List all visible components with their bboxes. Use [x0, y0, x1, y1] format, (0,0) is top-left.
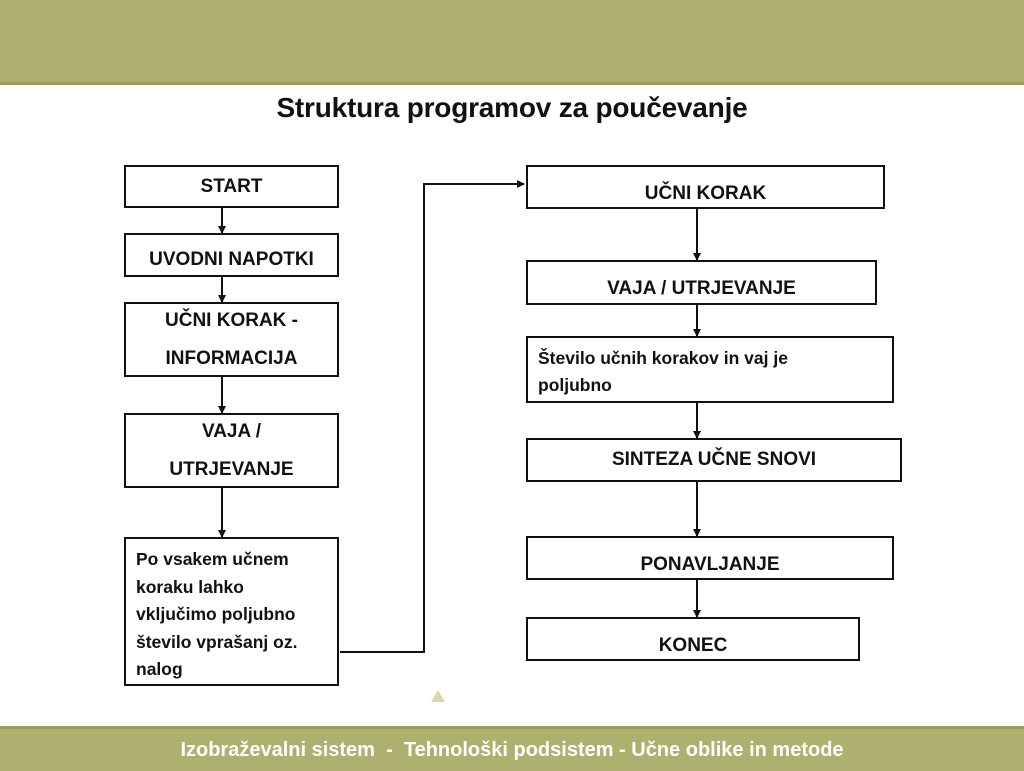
slide-title: Struktura programov za poučevanje [276, 92, 748, 123]
intro-box [124, 233, 339, 277]
intro-label: UVODNI NAPOTKI [149, 249, 314, 270]
end-label: KONEC [658, 635, 728, 656]
note-box [124, 537, 339, 686]
step-info-line-2: INFORMACIJA [165, 347, 298, 369]
footer-bar [0, 726, 1024, 771]
synthesis-box [526, 438, 902, 482]
step-info-line-1: UČNI KORAK - [165, 309, 298, 331]
note-line-2: koraku lahko [136, 576, 244, 597]
end-box [526, 617, 860, 661]
start-box [124, 165, 339, 208]
step-info-box [124, 302, 339, 377]
count-note-box [526, 336, 894, 403]
count-note-line-2: poljubno [538, 375, 612, 395]
note-line-4: število vprašanj oz. [136, 631, 298, 652]
right-step-box [526, 165, 885, 209]
decorative-mark [431, 690, 445, 702]
right-practice-box [526, 260, 877, 305]
review-label: PONAVLJANJE [640, 554, 780, 575]
note-line-3: vključimo poljubno [136, 604, 296, 624]
practice-line-1: VAJA / [201, 420, 262, 442]
synthesis-label: SINTEZA UČNE SNOVI [611, 449, 817, 470]
count-note-line-1: Število učnih korakov in vaj je [538, 348, 788, 368]
note-line-5: nalog [136, 659, 183, 679]
practice-line-2: UTRJEVANJE [169, 458, 294, 480]
start-label: START [200, 175, 263, 197]
arrow-note-to-right-column [340, 184, 524, 652]
right-step-label: UČNI KORAK [644, 183, 767, 204]
practice-box-left [124, 413, 339, 488]
footer-text: Izobraževalni sistem - Tehnološki podsistem - Učne oblike in metode [180, 738, 844, 761]
note-line-1: Po vsakem učnem [136, 549, 289, 569]
right-practice-label: VAJA / UTRJEVANJE [607, 278, 796, 299]
review-box [526, 536, 894, 580]
